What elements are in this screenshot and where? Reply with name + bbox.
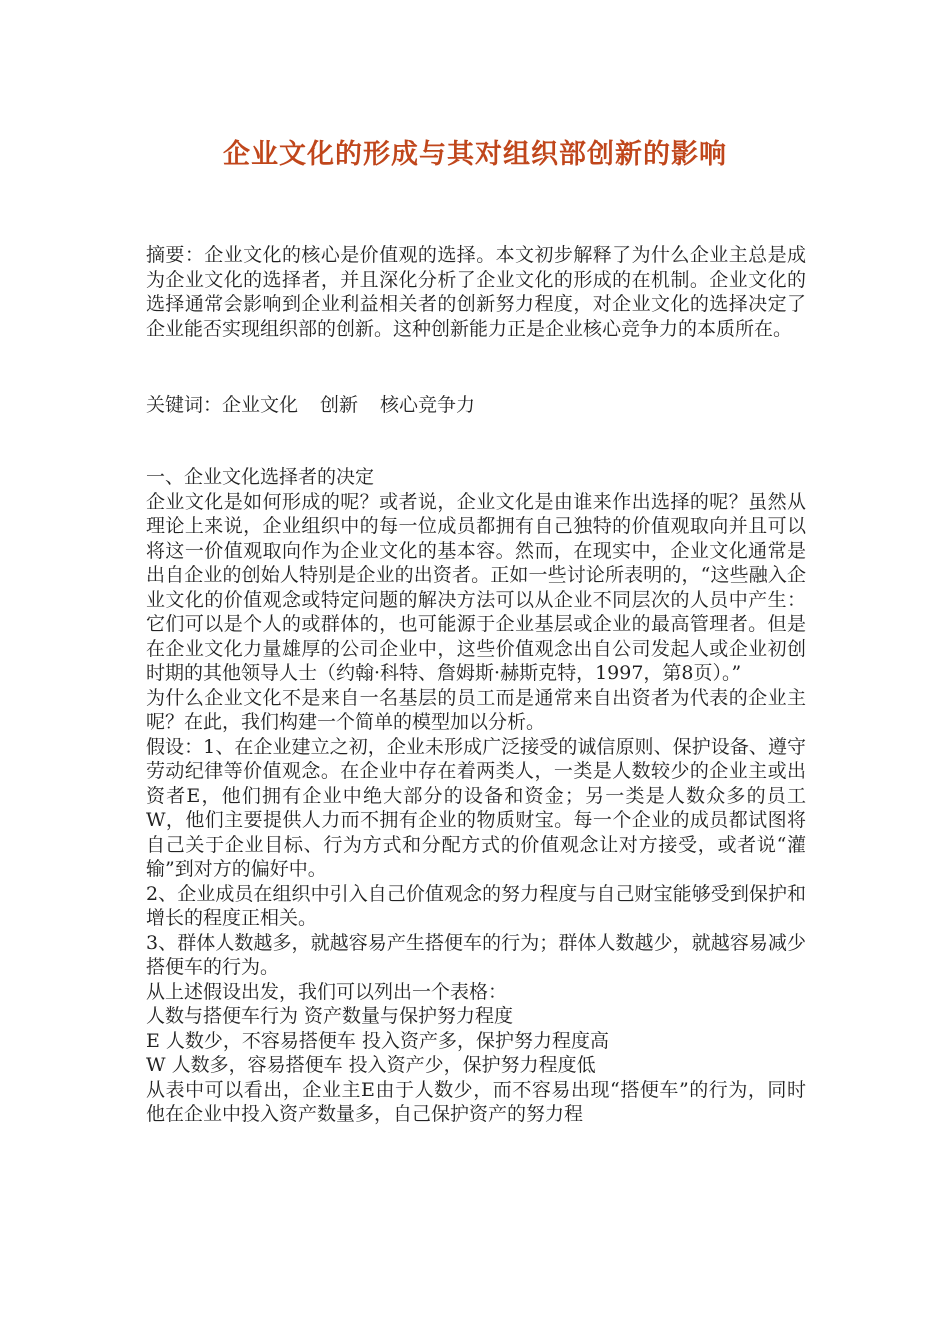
- table-row-line: E 人数少，不容易搭便车 投入资产多，保护努力程度高: [146, 1029, 609, 1052]
- body-paragraph: 假设：1、在企业建立之初，企业未形成广泛接受的诚信原则、保护设备、遵守劳动纪律等价值观念。在企业中存在着两类人，一类是人数较少的企业主或出资者E，他们拥有企业中绝大部分的设备和资金；另一类是人数众多的员工W，他们主要提供人力而不拥有企业的物质财宝。每一个企业的成员都试图将自己关于企业目标、行为方式和分配方式的价值观念让对方接受，或者说“灌输”到对方的偏好中。: [146, 735, 806, 880]
- body-paragraph: 企业文化是如何形成的呢？或者说，企业文化是由谁来作出选择的呢？虽然从理论上来说，企业组织中的每一位成员都拥有自己独特的价值观取向并且可以将这一价值观取向作为企业文化的基本容。然而，在现实中，企业文化通常是出自企业的创始人特别是企业的出资者。正如一些讨论所表明的，“这些融入企业文化的价值观念或特定问题的解决方法可以从企业不同层次的人员中产生：它们可以是个人的或群体的，也可能源于企业基层或企业的最高管理者。但是在企业文化力量雄厚的公司企业中，这些价值观念出自公司发起人或企业初创时期的其他领导人士（约翰·科特、詹姆斯·赫斯克特，1997，第8页）。”: [146, 490, 806, 684]
- body-paragraph: 为什么企业文化不是来自一名基层的员工而是通常来自出资者为代表的企业主呢？在此，我们构建一个简单的模型加以分析。: [146, 686, 806, 733]
- table-row-line: W 人数多，容易搭便车 投入资产少，保护努力程度低: [146, 1054, 596, 1076]
- body-paragraph: 从表中可以看出，企业主E由于人数少，而不容易出现“搭便车”的行为，同时他在企业中投入资产数量多，自己保护资产的努力程: [146, 1078, 806, 1125]
- keyword-item: 创新: [320, 394, 359, 416]
- body-paragraph: 2、企业成员在组织中引入自己价值观念的努力程度与自己财宝能够受到保护和增长的程度正相关。: [146, 882, 806, 929]
- keyword-item: 企业文化: [222, 394, 299, 416]
- section-heading: 一、企业文化选择者的决定: [146, 466, 375, 488]
- page-title: 企业文化的形成与其对组织部创新的影响: [223, 139, 727, 170]
- abstract-paragraph: 摘要：企业文化的核心是价值观的选择。本文初步解释了为什么企业主总是成为企业文化的选择者，并且深化分析了企业文化的形成的在机制。企业文化的选择通常会影响到企业利益相关者的创新努力程度，对企业文化的选择决定了企业能否实现组织部的创新。这种创新能力正是企业核心竞争力的本质所在。: [146, 244, 806, 340]
- keywords-label: 关键词：: [146, 394, 223, 416]
- section-one: [146, 465, 806, 1127]
- keyword-item: 核心竞争力: [380, 394, 476, 416]
- table-header-line: 人数与搭便车行为 资产数量与保护努力程度: [146, 1005, 514, 1027]
- keywords-line: [146, 393, 806, 418]
- body-paragraph: 3、群体人数越多，就越容易产生搭便车的行为；群体人数越少，就越容易减少搭便车的行为。: [146, 931, 806, 978]
- body-paragraph: 从上述假设出发，我们可以列出一个表格：: [146, 980, 508, 1003]
